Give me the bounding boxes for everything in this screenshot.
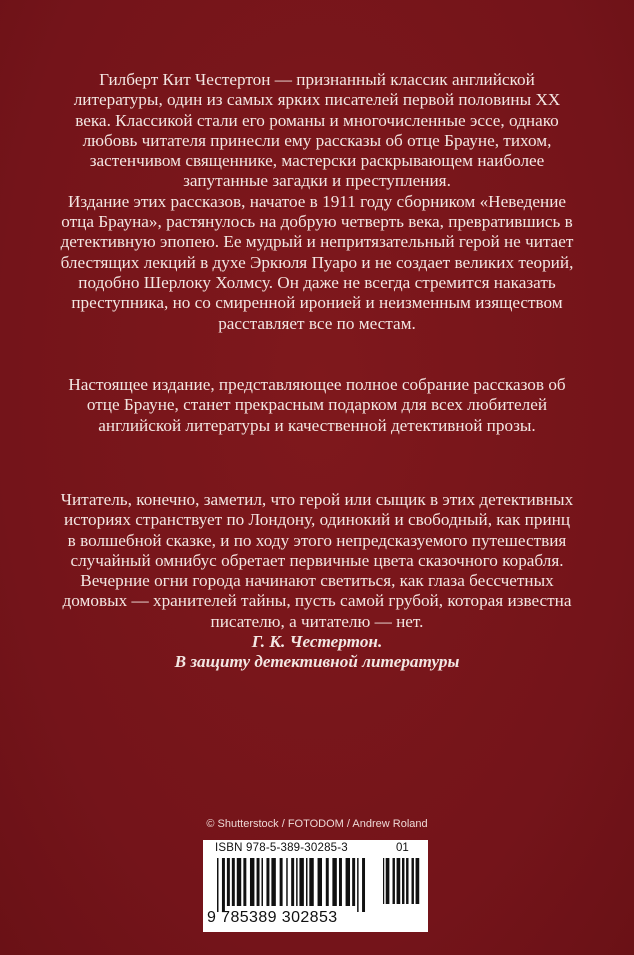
barcode-bar: [227, 858, 230, 906]
barcode-bar: [326, 858, 329, 906]
barcode-bar: [296, 858, 297, 906]
book-description: [60, 70, 574, 334]
author-quote: [60, 490, 574, 673]
barcode-bar: [318, 858, 322, 906]
barcode-bar: [280, 858, 283, 906]
barcode-bar: [386, 858, 390, 904]
barcode-bar: [393, 858, 395, 904]
barcode-bar: [416, 858, 420, 904]
barcode-bar: [339, 858, 342, 906]
barcode-bar: [243, 858, 246, 906]
barcode-bar: [357, 858, 358, 912]
barcode-bar: [250, 858, 254, 906]
barcode-bar: [232, 858, 235, 906]
barcode-bar: [299, 858, 303, 906]
barcode-addon-bars: [383, 858, 421, 904]
edition-note: [60, 375, 574, 436]
barcode-bar: [412, 858, 414, 904]
barcode-bar: [309, 858, 313, 906]
barcode-bar: [266, 858, 269, 906]
photo-credit: © Shutterstock / FOTODOM / Andrew Roland: [206, 818, 428, 830]
barcode-bars: [217, 858, 367, 912]
barcode-bar: [217, 858, 218, 912]
quote-author: Г. К. Честертон.: [251, 632, 383, 652]
description-paragraph-1: Гилберт Кит Честертон — признанный классик английской литературы, один из самых ярких писателей первой половины XX века. Классикой стали его романы и многочисленные эссе, однако любовь читателя принесли ему рассказы об отце Брауне, тихом, застенчивом священнике, мастерски раскрывающем наиболее запутанные загадки и преступления.: [73, 70, 561, 191]
isbn-label: ISBN 978-5-389-30285-3: [215, 842, 348, 854]
barcode-bar: [352, 858, 355, 906]
barcode-bar: [222, 858, 225, 912]
quote-text: Читатель, конечно, заметил, что герой или сыщик в этих детективных историях странствует по Лондону, одинокий и свободный, как принц в волшебной сказке, и по ходу этого непредсказуемого путешествия случайный омнибус обретает первичные цвета сказочного корабля. Вечерние огни города начинают светиться, как глаза бессчетных домовых — хранителей тайны, пусть самой грубой, которая известна писателю, а читателю — нет.: [60, 490, 574, 631]
barcode-addon-number: 01: [396, 842, 409, 854]
barcode-bar: [291, 858, 294, 906]
barcode-bar: [346, 858, 350, 906]
edition-paragraph: Настоящее издание, представляющее полное собрание рассказов об отце Брауне, станет прекрасным подарком для всех любителей английской литературы и качественной детективной прозы.: [68, 375, 566, 435]
description-paragraph-2: Издание этих рассказов, начатое в 1911 году сборником «Неведение отца Брауна», растянулось на добрую четверть века, превратившись в детективную эпопею. Ее мудрый и непритязательный герой не читает блестящих лекций в духе Эркюля Пуаро и не создает великих теорий, подобно Шерлоку Холмсу. Он даже не всегда стремится наказать преступника, но со смиренной иронией и неизменным изяществом расставляет все по местам.: [60, 191, 574, 333]
barcode-bar: [286, 858, 287, 906]
barcode-bar: [402, 858, 404, 904]
barcode-bar: [257, 858, 260, 906]
barcode-bar: [262, 858, 263, 906]
barcode-bar: [362, 858, 365, 912]
ean-digits: 9 785389 302853: [207, 909, 338, 926]
barcode-bar: [237, 858, 241, 906]
quote-source: В защиту детективной литературы: [174, 652, 460, 672]
isbn-barcode: [203, 840, 428, 932]
barcode-bar: [383, 858, 384, 904]
barcode-bar: [397, 858, 401, 904]
barcode-bar: [406, 858, 408, 904]
barcode-bar: [271, 858, 275, 906]
barcode-bar: [306, 858, 307, 906]
barcode-bar: [332, 858, 336, 906]
